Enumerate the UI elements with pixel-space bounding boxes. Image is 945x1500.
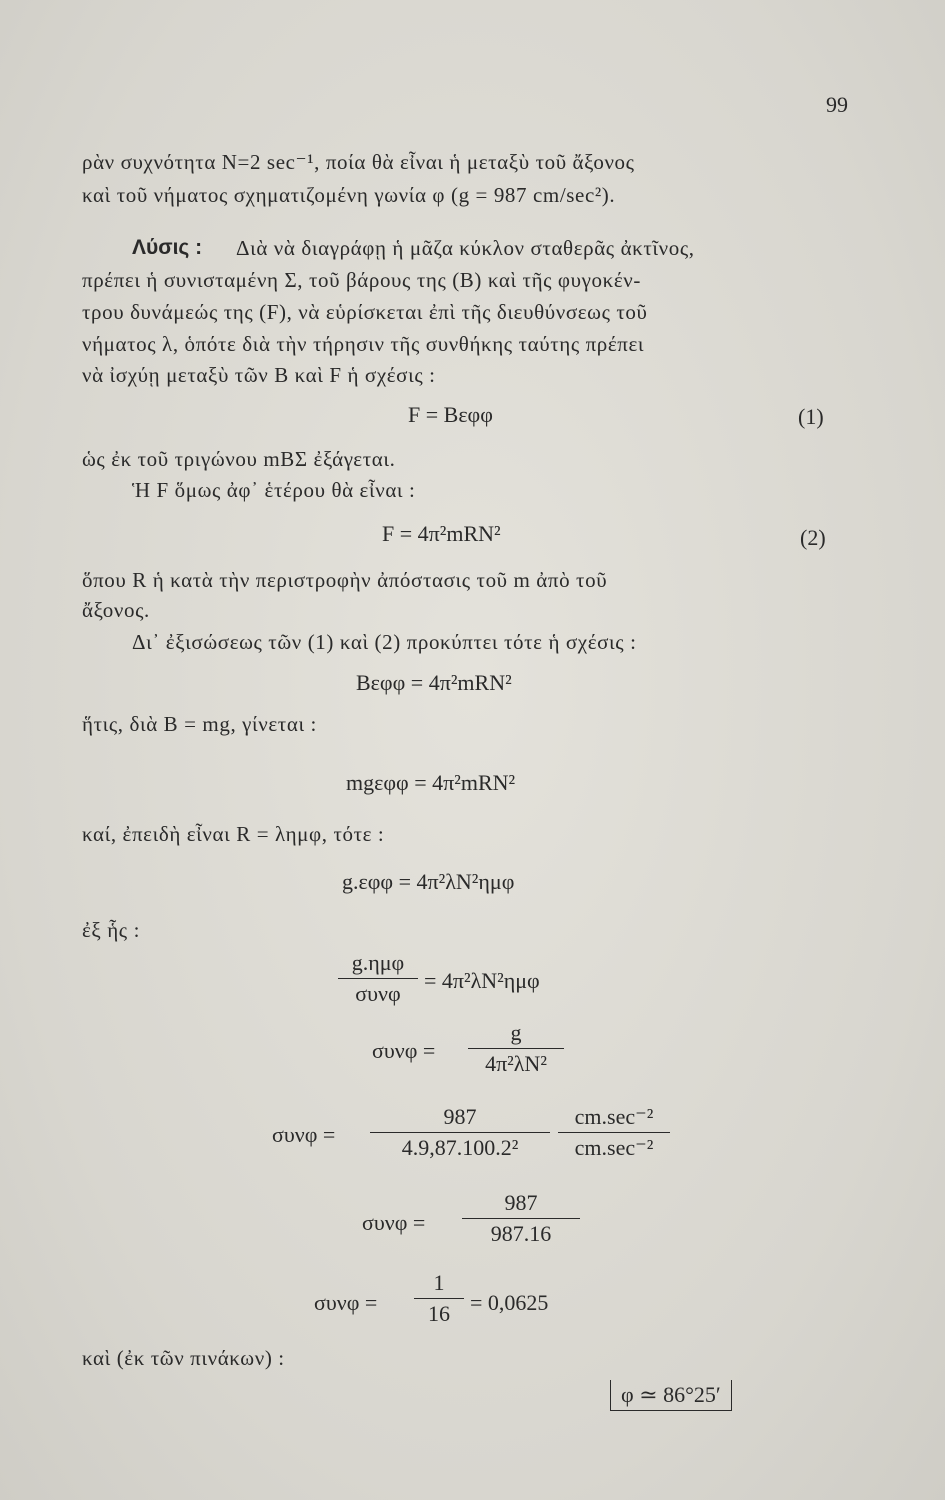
fraction-5-denominator: 16 bbox=[428, 1301, 450, 1326]
text-line-9: Ἡ F ὅμως ἀφ᾽ ἑτέρου θὰ εἶναι : bbox=[132, 478, 416, 502]
fraction-3-units-numerator: cm.sec⁻² bbox=[574, 1104, 654, 1129]
text-line-2: καὶ τοῦ νήματος σχηματιζομένη γωνία φ (g = 987 cm/sec²). bbox=[82, 183, 616, 207]
page-number: 99 bbox=[826, 92, 848, 117]
text-line-12: Δι᾽ ἐξισώσεως τῶν (1) καὶ (2) προκύπτει τότε ἡ σχέσις : bbox=[132, 630, 637, 654]
equation-1: F = Bεφφ bbox=[408, 402, 493, 427]
fraction-2-denominator: 4π²λN² bbox=[485, 1051, 547, 1076]
text-line-13: ἥτις, διὰ B = mg, γίνεται : bbox=[82, 712, 317, 736]
fraction-3-units bbox=[558, 1104, 670, 1161]
fraction-3-lhs: συνφ = bbox=[272, 1122, 336, 1147]
fraction-1-bar bbox=[338, 978, 418, 979]
text-line-5: τρου δυνάμεώς της (F), νὰ εὑρίσκεται ἐπὶ τῆς διευθύνσεως τοῦ bbox=[82, 300, 648, 324]
text-line-1: ρὰν συχνότητα N=2 sec⁻¹, ποία θὰ εἶναι ἡ μεταξὺ τοῦ ἄξονος bbox=[82, 150, 635, 174]
fraction-4 bbox=[462, 1190, 580, 1247]
fraction-1 bbox=[338, 950, 418, 1007]
fraction-1-denominator: συνφ bbox=[355, 981, 401, 1006]
fraction-5-lhs: συνφ = bbox=[314, 1290, 378, 1315]
equation-4: mgεφφ = 4π²mRN² bbox=[346, 770, 516, 795]
fraction-2-bar bbox=[468, 1048, 564, 1049]
fraction-3-units-denominator: cm.sec⁻² bbox=[574, 1135, 654, 1160]
text-line-8: ὡς ἐκ τοῦ τριγώνου mBΣ ἐξάγεται. bbox=[82, 447, 396, 471]
equation-2-number: (2) bbox=[800, 525, 826, 550]
equation-3: Bεφφ = 4π²mRN² bbox=[356, 670, 512, 695]
text-line-4: πρέπει ἡ συνισταμένη Σ, τοῦ βάρους της (B) καὶ τῆς φυγοκέν- bbox=[82, 268, 641, 292]
fraction-4-denominator: 987.16 bbox=[490, 1221, 552, 1246]
text-line-3: Διὰ νὰ διαγράφῃ ἡ μᾶζα κύκλον σταθερᾶς ἀκτῖνος, bbox=[236, 236, 695, 260]
fraction-5-bar bbox=[414, 1298, 464, 1299]
fraction-5 bbox=[414, 1270, 464, 1327]
fraction-5-rhs: = 0,0625 bbox=[470, 1290, 549, 1315]
text-line-11: ἄξονος. bbox=[82, 598, 150, 622]
fraction-4-lhs: συνφ = bbox=[362, 1210, 426, 1235]
fraction-3-denominator: 4.9,87.100.2² bbox=[401, 1135, 519, 1160]
text-line-16: καὶ (ἐκ τῶν πινάκων) : bbox=[82, 1346, 285, 1370]
fraction-3 bbox=[370, 1104, 550, 1161]
equation-2: F = 4π²mRN² bbox=[382, 521, 501, 546]
text-line-7: νὰ ἰσχύῃ μεταξὺ τῶν B καὶ F ἡ σχέσις : bbox=[82, 363, 436, 387]
fraction-2 bbox=[468, 1020, 564, 1077]
fraction-2-numerator: g bbox=[510, 1020, 522, 1045]
fraction-3-numerator: 987 bbox=[443, 1104, 477, 1129]
fraction-4-bar bbox=[462, 1218, 580, 1219]
fraction-1-numerator: g.ημφ bbox=[351, 950, 405, 975]
text-line-15: ἐξ ἧς : bbox=[82, 918, 141, 942]
fraction-4-numerator: 987 bbox=[504, 1190, 538, 1215]
result-box: φ ≃ 86°25′ bbox=[610, 1380, 732, 1411]
solution-label: Λύσις : bbox=[132, 236, 203, 259]
text-line-10: ὅπου R ἡ κατὰ τὴν περιστροφὴν ἀπόστασις τοῦ m ἀπὸ τοῦ bbox=[82, 568, 608, 592]
fraction-3-bar bbox=[370, 1132, 550, 1133]
text-line-6: νήματος λ, ὁπότε διὰ τὴν τήρησιν τῆς συνθήκης ταύτης πρέπει bbox=[82, 332, 645, 356]
fraction-5-numerator: 1 bbox=[433, 1270, 445, 1295]
equation-1-number: (1) bbox=[798, 404, 824, 429]
fraction-1-rhs: = 4π²λN²ημφ bbox=[424, 968, 540, 993]
fraction-3-units-bar bbox=[558, 1132, 670, 1133]
text-line-14: καί, ἐπειδὴ εἶναι R = λημφ, τότε : bbox=[82, 822, 385, 846]
fraction-2-lhs: συνφ = bbox=[372, 1038, 436, 1063]
equation-5: g.εφφ = 4π²λN²ημφ bbox=[342, 869, 515, 894]
